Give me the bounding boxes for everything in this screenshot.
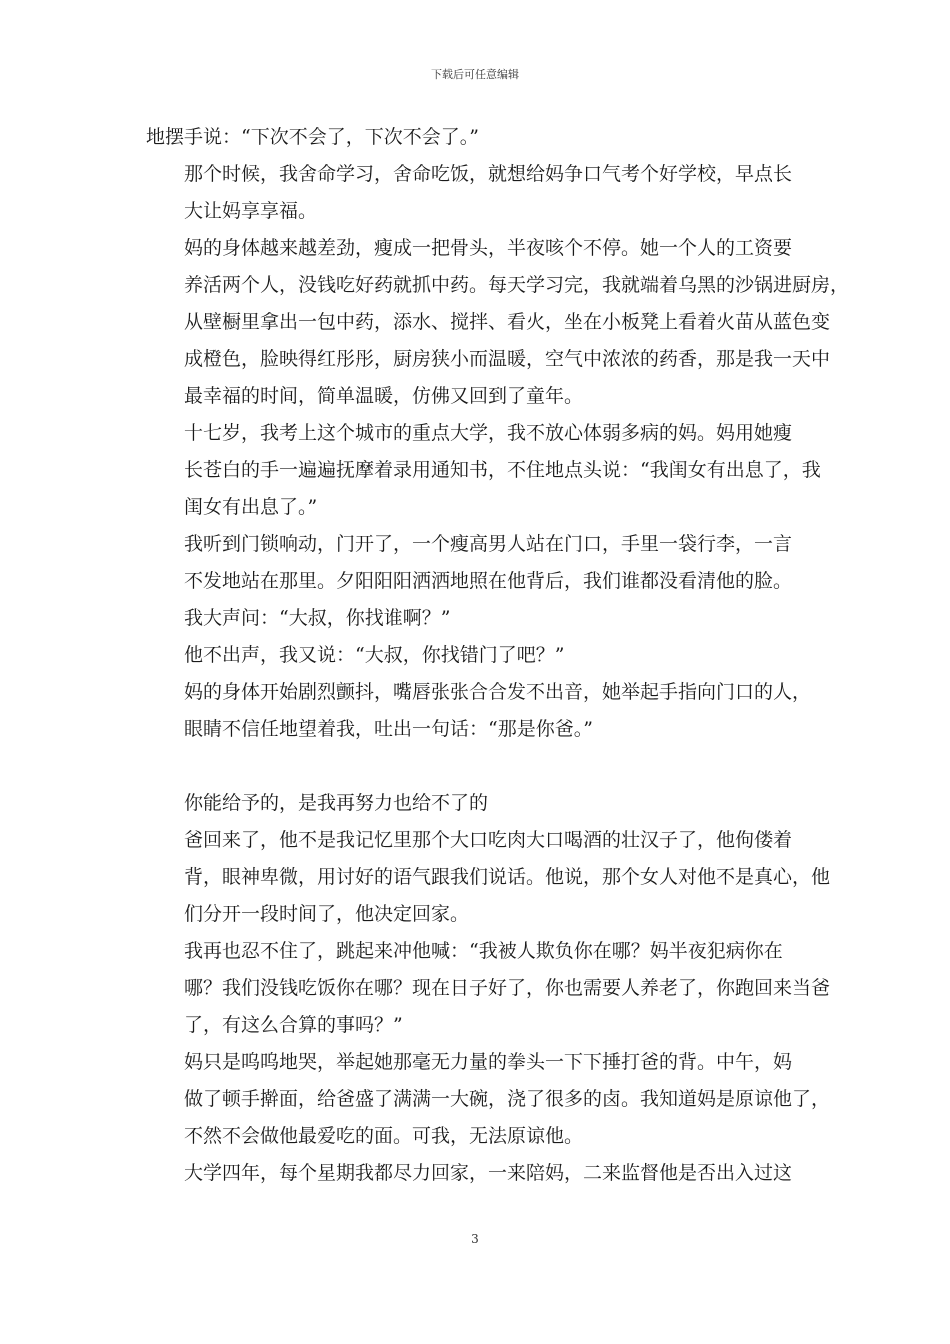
text-line: 你能给予的，是我再努力也给不了的 xyxy=(184,792,489,814)
paragraph xyxy=(146,1044,831,1155)
text-line: 了，有这么合算的事吗？” xyxy=(184,1014,403,1036)
paragraph xyxy=(146,637,822,674)
text-line: 眼睛不信任地望着我，吐出一句话：“那是你爸。” xyxy=(184,718,593,740)
text-line: 哪？我们没钱吃饭你在哪？现在日子好了，你也需要人养老了，你跑回来当爸 xyxy=(184,977,831,999)
paragraph xyxy=(146,674,822,748)
text-line: 养活两个人，没钱吃好药就抓中药。每天学习完，我就端着乌黑的沙锅进厨房， xyxy=(184,274,850,296)
paragraph xyxy=(146,822,831,933)
text-line: 大学四年，每个星期我都尽力回家，一来陪妈，二来监督他是否出入过这 xyxy=(184,1162,793,1184)
text-line: 不然不会做他最爱吃的面。可我，无法原谅他。 xyxy=(184,1125,584,1147)
text-line: 地摆手说：“下次不会了，下次不会了。” xyxy=(146,126,479,148)
text-line: 我再也忍不住了，跳起来冲他喊：“我被人欺负你在哪？妈半夜犯病你在 xyxy=(184,940,783,962)
text-line: 爸回来了，他不是我记忆里那个大口吃肉大口喝酒的壮汉子了，他佝偻着 xyxy=(184,829,793,851)
paragraph xyxy=(146,526,822,600)
text-line: 们分开一段时间了，他决定回家。 xyxy=(184,903,470,925)
paragraph xyxy=(146,415,822,526)
text-line: 从壁橱里拿出一包中药，添水、搅拌、看火，坐在小板凳上看着火苗从蓝色变 xyxy=(184,311,831,333)
text-line: 我大声问：“大叔，你找谁啊？” xyxy=(184,607,451,629)
page-number: 3 xyxy=(471,1232,479,1246)
text-line: 妈只是呜呜地哭，举起她那毫无力量的拳头一下下捶打爸的背。中午，妈 xyxy=(184,1051,793,1073)
text-line: 妈的身体开始剧烈颤抖，嘴唇张张合合发不出音，她举起手指向门口的人， xyxy=(184,681,812,703)
paragraph xyxy=(146,230,850,415)
text-line: 我听到门锁响动，门开了，一个瘦高男人站在门口，手里一袋行李，一言 xyxy=(184,533,793,555)
text-line: 长苍白的手一遍遍抚摩着录用通知书，不住地点头说：“我闺女有出息了，我 xyxy=(184,459,821,481)
paragraph xyxy=(146,156,822,230)
text-line: 成橙色，脸映得红彤彤，厨房狭小而温暖，空气中浓浓的药香，那是我一天中 xyxy=(184,348,831,370)
text-line: 最幸福的时间，简单温暖，仿佛又回到了童年。 xyxy=(184,385,584,407)
text-line: 他不出声，我又说：“大叔，你找错门了吧？” xyxy=(184,644,565,666)
blank-line xyxy=(146,748,822,785)
page-header: 下载后可任意编辑 xyxy=(431,68,519,81)
text-line: 做了顿手擀面，给爸盛了满满一大碗，浇了很多的卤。我知道妈是原谅他了， xyxy=(184,1088,831,1110)
paragraph xyxy=(146,119,822,156)
text-line: 大让妈享享福。 xyxy=(184,200,318,222)
document-body xyxy=(146,119,850,1192)
text-line: 闺女有出息了。” xyxy=(184,496,318,518)
paragraph xyxy=(146,1155,822,1192)
section-heading xyxy=(146,785,822,822)
text-line: 妈的身体越来越差劲，瘦成一把骨头，半夜咳个不停。她一个人的工资要 xyxy=(184,237,793,259)
text-line: 那个时候，我舍命学习，舍命吃饭，就想给妈争口气考个好学校，早点长 xyxy=(184,163,793,185)
paragraph xyxy=(146,600,822,637)
text-line: 十七岁，我考上这个城市的重点大学，我不放心体弱多病的妈。妈用她瘦 xyxy=(184,422,793,444)
paragraph xyxy=(146,933,831,1044)
text-line: 不发地站在那里。夕阳阳阳洒洒地照在他背后，我们谁都没看清他的脸。 xyxy=(184,570,793,592)
text-line: 背，眼神卑微，用讨好的语气跟我们说话。他说，那个女人对他不是真心，他 xyxy=(184,866,831,888)
